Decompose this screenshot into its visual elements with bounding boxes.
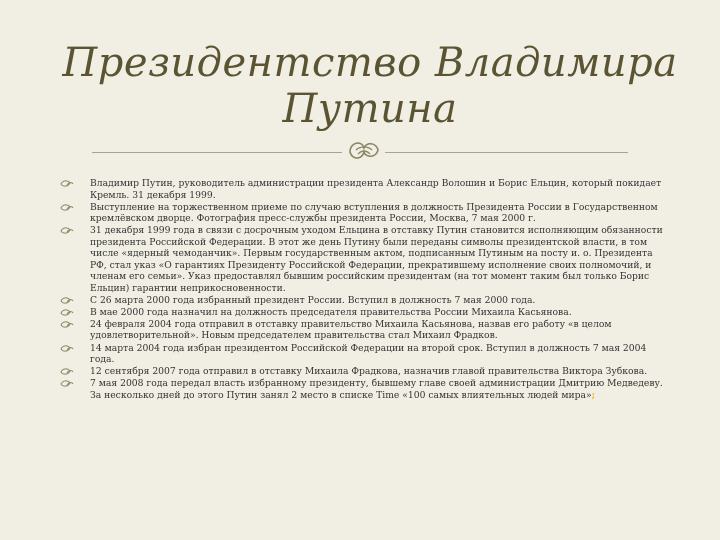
list-item <box>60 225 665 294</box>
list-item <box>60 202 665 225</box>
leaf-bullet-icon <box>60 344 74 354</box>
leaf-bullet-icon <box>60 179 74 189</box>
title-line-2: Путина <box>282 86 458 132</box>
leaf-bullet-icon <box>60 379 74 389</box>
title-line-1: Президентство Владимира <box>62 40 678 86</box>
leaf-bullet-icon <box>60 367 74 377</box>
list-item <box>60 178 665 201</box>
slide-title <box>60 40 680 132</box>
list-item <box>60 319 665 342</box>
list-item <box>60 343 665 366</box>
list-item-text: 12 сентября 2007 года отправил в отставку Михаила Фрадкова, назначив главой правительства Виктора Зубкова. <box>90 366 648 378</box>
leaf-bullet-icon <box>60 203 74 213</box>
list-item-text: 14 марта 2004 года избран президентом Российской Федерации на второй срок. Вступил в должность 7 мая 2004 года. <box>90 342 647 366</box>
list-item-text: 7 мая 2008 года передал власть избранному президенту, бывшему главе своей администрации Дмитрию Медведеву. За несколько дней до этого Путин занял 2 место в списке Time «100 самых влиятельных людей мира» <box>90 378 663 401</box>
list-item-text: 24 февраля 2004 года отправил в отставку правительство Михаила Касьянова, назвав его работу «в целом удовлетворительной». Новым председателем правительства стал Михаил Фрадков. <box>90 318 612 342</box>
ornament-icon <box>346 138 382 164</box>
list-item-text: В мае 2000 года назначил на должность председателя правительства России Михаила Касьянова. <box>90 306 572 318</box>
highlight-mark: ; <box>591 389 595 401</box>
divider-line-left <box>92 152 342 153</box>
leaf-bullet-icon <box>60 308 74 318</box>
content-list <box>60 178 665 402</box>
list-item-text: С 26 марта 2000 года избранный президент России. Вступил в должность 7 мая 2000 года. <box>90 294 536 306</box>
list-item <box>60 295 665 307</box>
list-item <box>60 307 665 319</box>
list-item <box>60 378 665 401</box>
divider-line-right <box>385 152 628 153</box>
list-item-text: 31 декабря 1999 года в связи с досрочным уходом Ельцина в отставку Путин становится исполняющим обязанности президента Российской Федерации. В этот же день Путину были переданы символы президентской власти, в том числе «ядерный чемоданчик». Первым государственным актом, подписанным Путиным на посту и. о. Президента РФ, стал указ «О гарантиях Президенту Российской Федерации, прекратившему исполнение своих полномочий, и членам его семьи». Указ предоставлял бывшим российским президентам (на тот момент таким был только Борис Ельцин) гарантии неприкосновенности. <box>90 225 663 294</box>
leaf-bullet-icon <box>60 226 74 236</box>
list-item-text: Выступление на торжественном приеме по случаю вступления в должность Президента России в Государственном кремлёвском дворце. Фотография пресс-службы президента России, Москва, 7 мая 2000 г. <box>90 201 658 225</box>
leaf-bullet-icon <box>60 320 74 330</box>
leaf-bullet-icon <box>60 296 74 306</box>
list-item-text: Владимир Путин, руководитель администрации президента Александр Волошин и Борис Ельцин, который покидает Кремль. 31 декабря 1999. <box>90 178 662 201</box>
list-item <box>60 366 665 378</box>
